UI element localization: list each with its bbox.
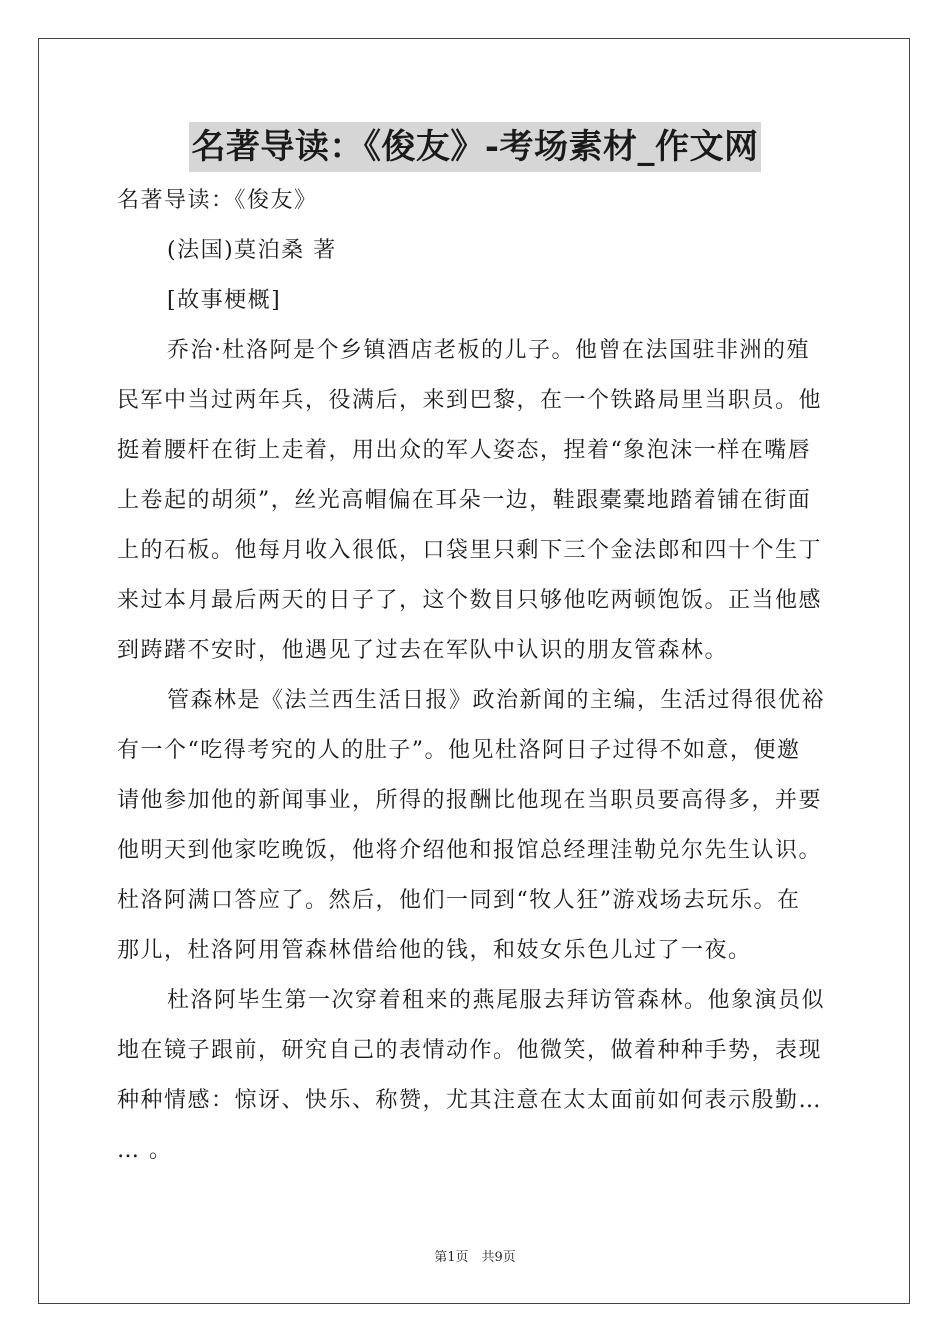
paragraph-line: 来过本月最后两天的日子了，这个数目只够他吃两顿饱饭。正当他感 [117,588,823,613]
paragraph-line: 民军中当过两年兵，役满后，来到巴黎，在一个铁路局里当职员。他 [117,388,823,413]
paragraph-line: 杜洛阿满口答应了。然后，他们一同到“牧人狂”游戏场去玩乐。在 [117,888,801,913]
title-container [0,122,950,172]
paragraph-line: 管森林是《法兰西生活日报》政治新闻的主编，生活过得很优裕 [167,688,826,713]
paragraph-line: 上的石板。他每月收入很低，口袋里只剩下三个金法郎和四十个生丁 [117,538,823,563]
paragraph-line: 他明天到他家吃晚饭，他将介绍他和报馆总经理洼勒兑尔先生认识。 [117,838,823,863]
paragraph-line: 那儿，杜洛阿用管森林借给他的钱，和妓女乐色儿过了一夜。 [117,938,752,963]
paragraph-line: 到踌躇不安时，他遇见了过去在军队中认识的朋友管森林。 [117,638,729,663]
paragraph-line: 杜洛阿毕生第一次穿着租来的燕尾服去拜访管森林。他象演员似 [167,988,826,1013]
paragraph-line: 挺着腰杆在街上走着，用出众的军人姿态，捏着“象泡沫一样在嘴唇 [117,438,812,463]
paragraph-line: 有一个“吃得考究的人的肚子”。他见杜洛阿日子过得不如意，便邀 [117,738,801,763]
article-heading: 名著导读：《俊友》 [117,188,318,213]
paragraph-line: 地在镜子跟前，研究自己的表情动作。他微笑，做着种种手势，表现 [117,1038,823,1063]
paragraph-line: 上卷起的胡须”，丝光高帽偏在耳朵一边，鞋跟橐橐地踏着铺在街面 [117,488,812,513]
document-body [117,176,833,1176]
document-title: 名著导读：《俊友》-考场素材_作文网 [189,122,760,172]
paragraph-line: 乔治·杜洛阿是个乡镇酒店老板的儿子。他曾在法国驻非洲的殖 [167,338,810,363]
paragraph-line: 请他参加他的新闻事业，所得的报酬比他现在当职员要高得多，并要 [117,788,823,813]
paragraph-line: … 。 [117,1138,173,1163]
section-heading: [故事梗概] [167,288,282,313]
paragraph-line: 种种情感：惊讶、快乐、称赞，尤其注意在太太面前如何表示殷勤… [117,1088,823,1113]
page-number-footer: 第1页 共9页 [434,1250,516,1265]
author-line: (法国)莫泊桑 著 [167,238,337,263]
